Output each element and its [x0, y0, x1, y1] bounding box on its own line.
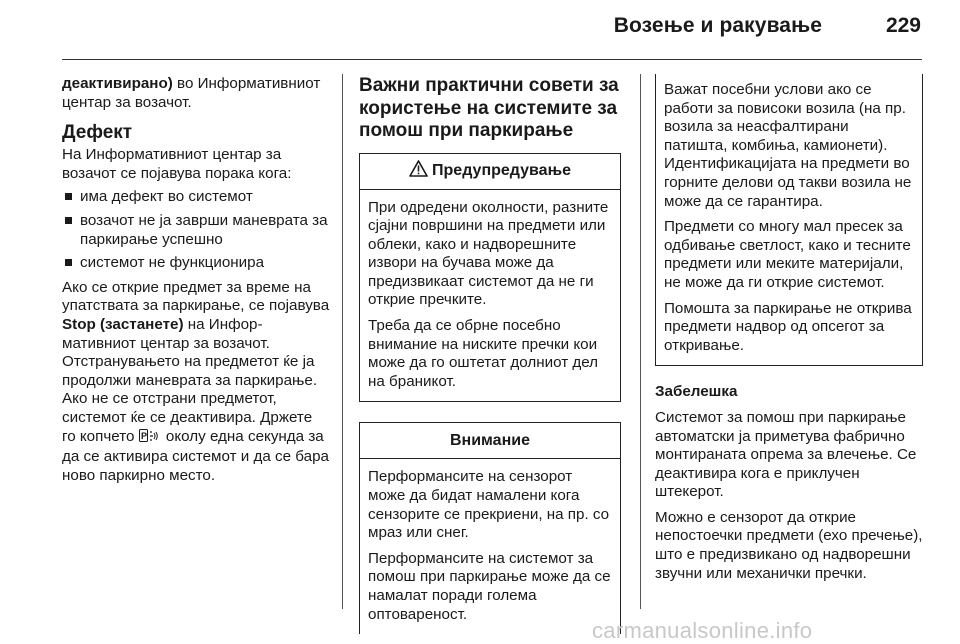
- column-1: [62, 75, 330, 492]
- caution-paragraph: Важат посебни услови ако се работи за повисоки возила (на пр. возила за неасфалтирани патишта, комбиња, камионети). Идентификацијата на предмети во горните делови од такви возила не може да се гарантира.: [664, 81, 912, 210]
- intro-bold: деактивирано): [62, 75, 173, 92]
- page-number: 229: [885, 14, 921, 37]
- intro-text: во Информативниот центар за возачот.: [62, 75, 321, 111]
- warning-box-header: [360, 154, 620, 190]
- stop-message: Stop (застанете): [62, 315, 184, 333]
- column-3: [655, 75, 923, 590]
- caution-paragraph: Предмети со многу мал пресек за одбивање светлост, како и тесните предмети или меките материјали, не може да ги открие системот.: [664, 218, 911, 291]
- column-divider-right: [640, 74, 641, 609]
- column-divider-left: [342, 74, 343, 609]
- fault-list: [62, 188, 330, 272]
- note-section: [655, 383, 923, 583]
- warning-paragraph: Треба да се обрне посебно внимание на ниските пречки кои може да го оштетат долниот дел на браникот.: [368, 317, 599, 390]
- object-detected-paragraph: Ако се открие предмет за време на упатствата за паркирање, се појавува Stop (застанете) на Информативниот центар за возачот. Отстранувањето на предметот ќе ја продолжи маневрата за паркирање. Ако не се отстрани предметот, системот ќе се деактивира. Држете го копчето P околу една секунда за да се активира системот и да се бара ново паркирно место.: [62, 278, 330, 484]
- warning-paragraph: При одредени околности, разните сјајни површини на предмети или облеки, како и надворешните извори на бучава може да предизвикаат системот да не ги открие пречките.: [368, 198, 609, 309]
- park-assist-button-icon: [139, 429, 159, 449]
- warning-triangle-icon: [409, 160, 428, 183]
- continued-caution-box: [655, 74, 923, 366]
- bullet-square-icon: [65, 217, 72, 224]
- list-item: системот не функционира: [62, 254, 330, 273]
- note-paragraph: Можно е сензорот да открие непостоечки предмети (ехо пречење), што е предизвикано од надворешни звучни или механички пречки.: [655, 508, 923, 582]
- intro-paragraph: [62, 75, 330, 112]
- continued-caution-body: [656, 74, 922, 365]
- tips-heading: Важни практични совети за користење на системите за помош при паркирање: [359, 75, 619, 141]
- caution-paragraph: Перформансите на сензорот може да бидат намалени кога сензорите се прекриени, на пр. со мраз или снег.: [368, 468, 610, 542]
- caution-paragraph: Помошта за паркирање не открива предмети надвор од опсегот за откривање.: [664, 299, 912, 354]
- running-header-title: Возење и ракување: [613, 14, 822, 37]
- caution-box: [359, 422, 621, 634]
- fault-heading: Дефект: [62, 122, 133, 144]
- header-rule: [62, 59, 922, 60]
- svg-text:P: P: [140, 430, 147, 441]
- bullet-square-icon: [65, 193, 72, 200]
- warning-title: Предупредување: [432, 161, 571, 179]
- fault-intro: На Информативниот центар за возачот се појавува порака кога:: [62, 146, 292, 182]
- column-2: [359, 75, 621, 634]
- caution-box-header: [360, 423, 620, 459]
- caution-box-body: [360, 459, 620, 634]
- list-item: возачот не ја заврши маневрата за паркирање успешно: [62, 212, 330, 249]
- watermark: carmanualsonline.info: [592, 618, 813, 643]
- list-item: има дефект во системот: [62, 188, 330, 207]
- warning-box: [359, 153, 621, 403]
- bullet-square-icon: [65, 259, 72, 266]
- caution-title: Внимание: [450, 431, 530, 449]
- caution-paragraph: Перформансите на системот за помош при паркирање може да се намалат поради голема оптовареност.: [368, 549, 611, 623]
- note-heading: Забелешка: [655, 383, 738, 401]
- warning-box-body: [360, 190, 620, 402]
- note-paragraph: Системот за помош при паркирање автоматски ја приметува фабрично монтираната опрема за влечење. Се деактивира кога е приклучен штекерот.: [655, 408, 917, 501]
